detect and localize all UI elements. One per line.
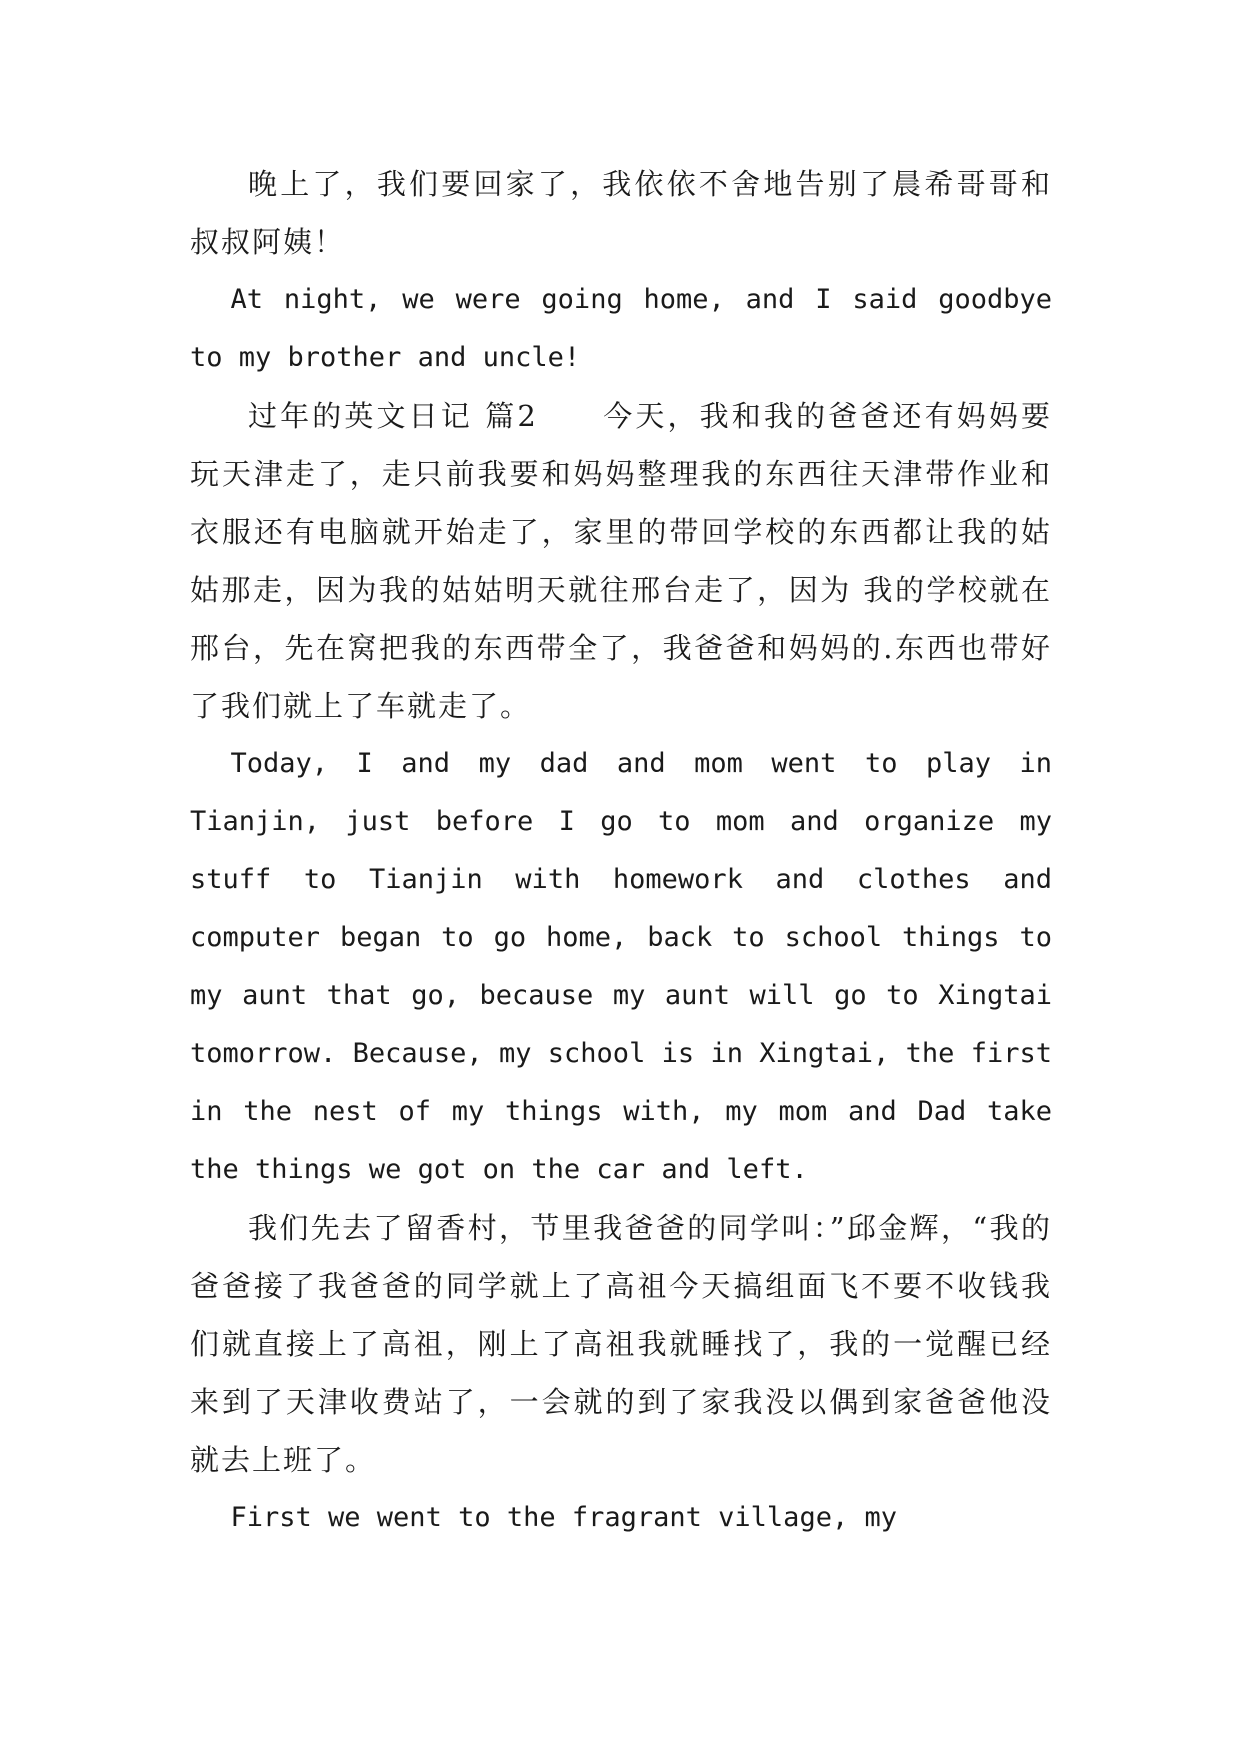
paragraph-en-3: First we went to the fragrant village, my [230,1502,897,1533]
paragraph-cn-1: 晚上了，我们要回家了，我依依不舍地告别了晨希哥哥和叔叔阿姨！ [190,167,1052,259]
paragraph-en-2: Today, I and my dad and mom went to play in Tianjin, just before I go to mom and organize my stuff to Tianjin with homework and clothes and computer began to go home, back to school things to my aunt that go, because my aunt will go to Xingtai tomorrow. Because, my school is in Xingtai, the first in the nest of my things with, my mom and Dad take the things we got on the car and left. [190,748,1052,1185]
paragraph-cn-3: 我们先去了留香村，节里我爸爸的同学叫：”邱金辉，“我的爸爸接了我爸爸的同学就上了高祖今天搞组面飞不要不收钱我们就直接上了高祖，刚上了高祖我就睡找了，我的一觉醒已经来到了天津收费站了，一会就的到了家我没以偶到家爸爸他没就去上班了。 [190,1211,1052,1477]
paragraph-cn-2: 过年的英文日记 篇2 今天，我和我的爸爸还有妈妈要玩天津走了，走只前我要和妈妈整理我的东西往天津带作业和衣服还有电脑就开始走了，家里的带回学校的东西都让我的姑姑那走，因为我的姑姑明天就往邢台走了，因为 我的学校就在邢台，先在窝把我的东西带全了，我爸爸和妈妈的.东西也带好了我们就上了车就走了。 [190,399,1052,723]
document-body [190,155,1052,1547]
paragraph-en-1: At night, we were going home, and I said goodbye to my brother and uncle! [190,284,1052,373]
